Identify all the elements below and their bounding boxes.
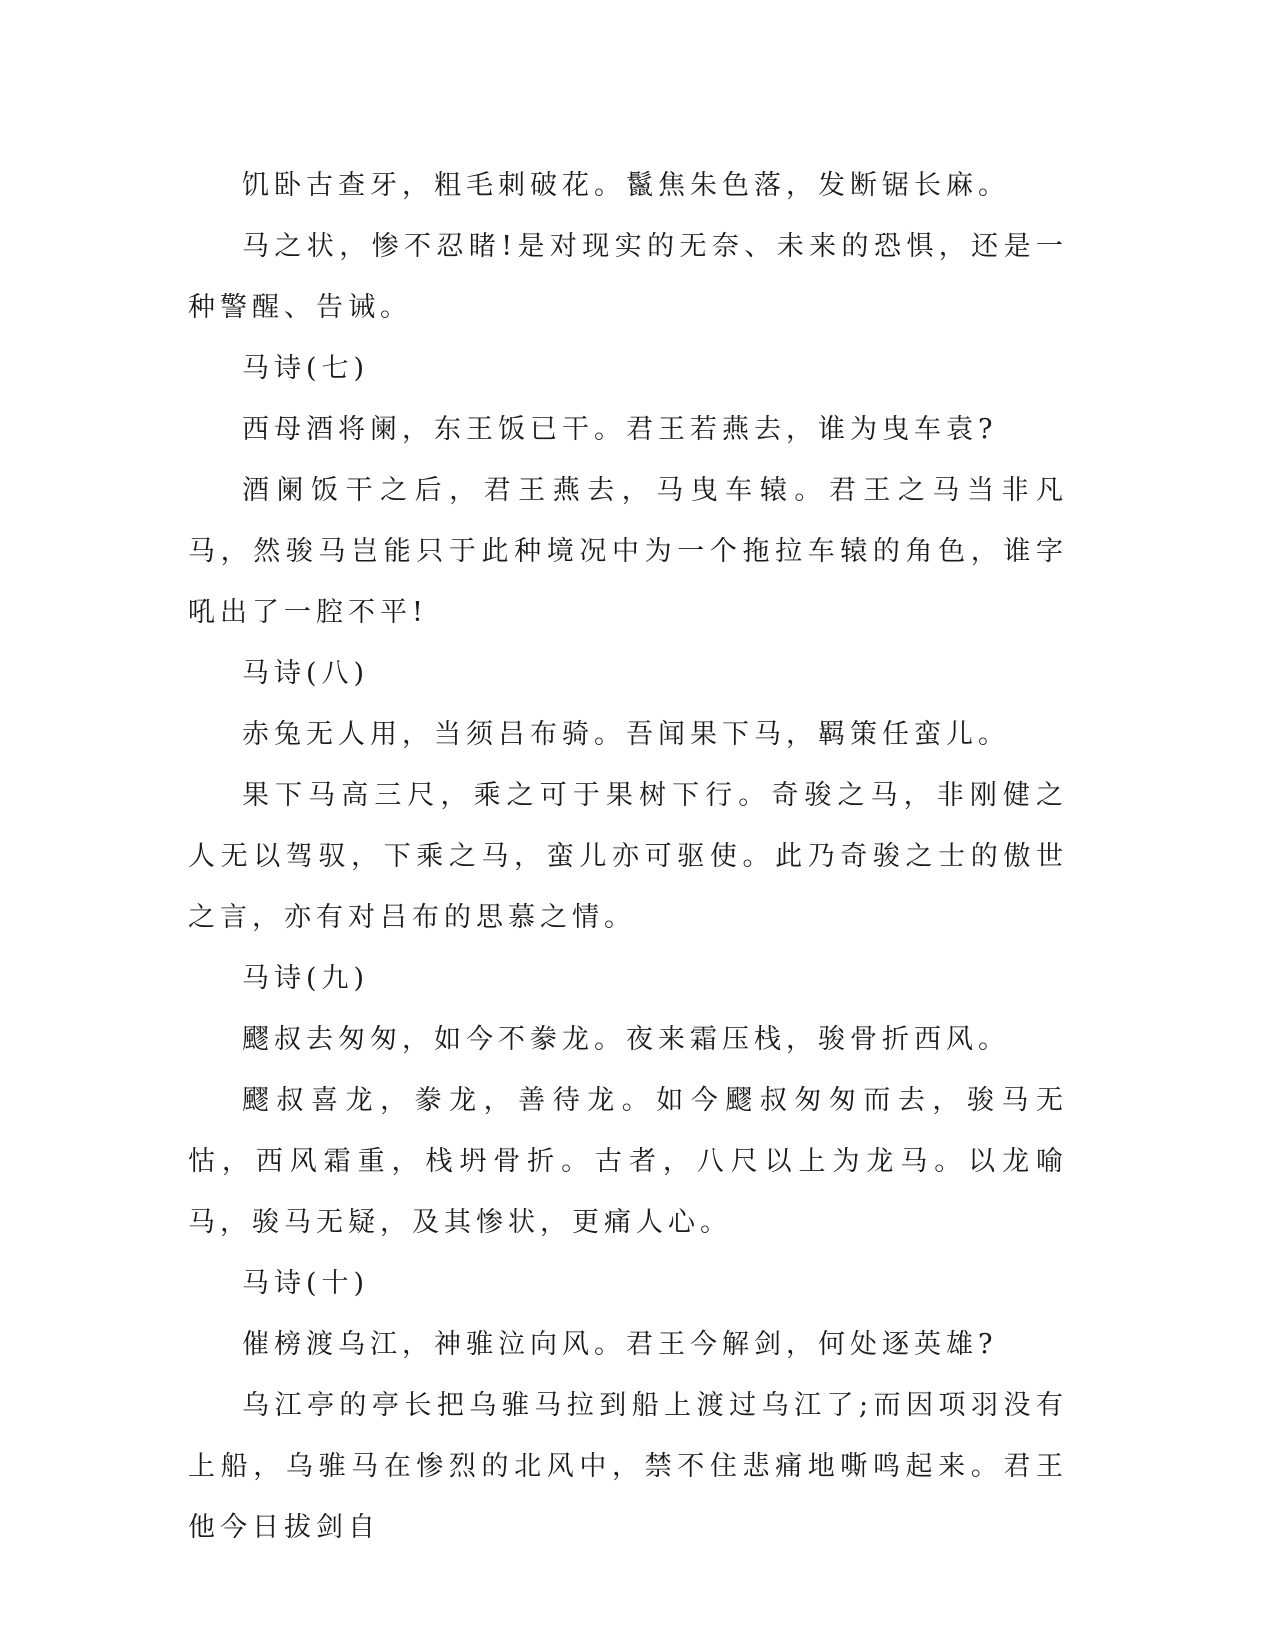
commentary-paragraph: 酒阑饭干之后，君王燕去，马曳车辕。君王之马当非凡马，然骏马岂能只于此种境况中为一个拖拉车辕的角色，谁字吼出了一腔不平! xyxy=(188,475,1068,628)
poem-text: 飂叔去匆匆，如今不豢龙。夜来霜压栈，骏骨折西风。 xyxy=(242,1024,1010,1055)
poem-text: 催榜渡乌江，神骓泣向风。君王今解剑，何处逐英雄? xyxy=(242,1329,998,1360)
document-body xyxy=(188,155,1068,1558)
commentary-paragraph: 飂叔喜龙，豢龙，善待龙。如今飂叔匆匆而去，骏马无怙，西风霜重，栈坍骨折。古者，八尺以上为龙马。以龙喻马，骏马无疑，及其惨状，更痛人心。 xyxy=(188,1085,1068,1238)
poem-heading: 马诗(八) xyxy=(242,658,370,689)
commentary-paragraph: 果下马高三尺，乘之可于果树下行。奇骏之马，非刚健之人无以驾驭，下乘之马，蛮儿亦可驱使。此乃奇骏之士的傲世之言，亦有对吕布的思慕之情。 xyxy=(188,780,1068,933)
poem-text: 饥卧古查牙，粗毛刺破花。鬣焦朱色落，发断锯长麻。 xyxy=(242,170,1010,201)
poem-text: 赤兔无人用，当须吕布骑。吾闻果下马，羁策任蛮儿。 xyxy=(242,719,1010,750)
commentary-paragraph: 乌江亭的亭长把乌骓马拉到船上渡过乌江了;而因项羽没有上船，乌骓马在惨烈的北风中，禁不住悲痛地嘶鸣起来。君王他今日拔剑自 xyxy=(188,1390,1068,1543)
poem-heading: 马诗(十) xyxy=(242,1268,370,1299)
commentary-paragraph: 马之状，惨不忍睹!是对现实的无奈、未来的恐惧，还是一种警醒、告诫。 xyxy=(188,231,1068,323)
poem-heading: 马诗(九) xyxy=(242,963,370,994)
poem-text: 西母酒将阑，东王饭已干。君王若燕去，谁为曳车袁? xyxy=(242,414,998,445)
poem-heading: 马诗(七) xyxy=(242,353,370,384)
